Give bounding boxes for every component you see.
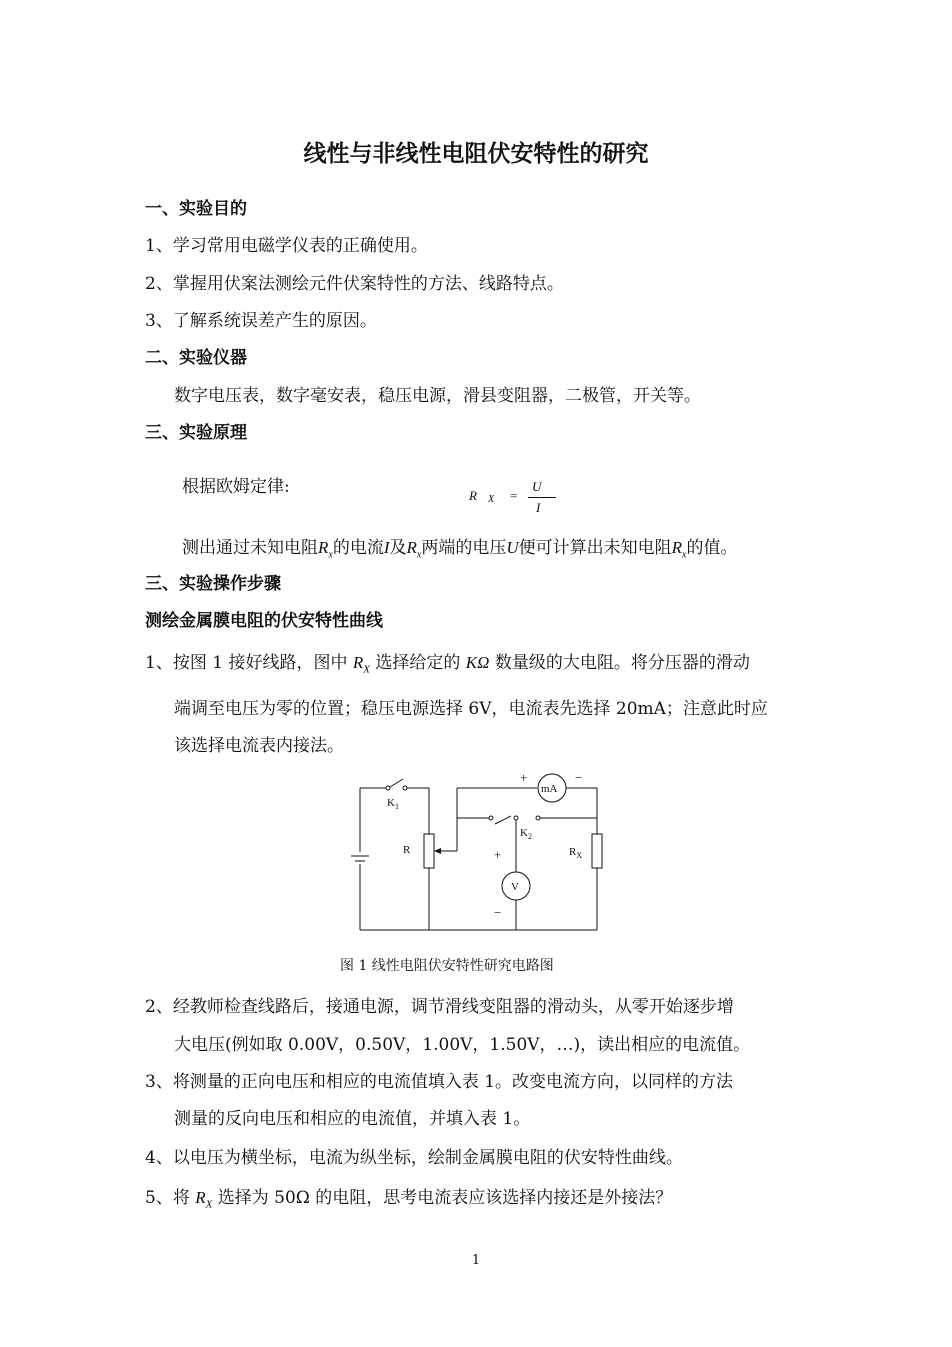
ohm-formula: [466, 476, 566, 520]
step-2-line-1: 2、经教师检查线路后，接通电源，调节滑线变阻器的滑动头，从零开始逐步增: [145, 997, 734, 1017]
step-4: 4、以电压为横坐标，电流为纵坐标，绘制金属膜电阻的伏安特性曲线。: [145, 1148, 683, 1168]
slider-arrowhead: [434, 848, 441, 854]
step-2-line-2: 大电压(例如取 0.00V，0.50V，1.00V，1.50V，…)，读出相应的电流值。: [174, 1035, 751, 1055]
step-1-line-2: 端调至电压为零的位置；稳压电源选择 6V，电流表先选择 20mA；注意此时应: [174, 699, 768, 719]
label-k1: $K_1$: [387, 797, 399, 811]
label-ma-plus: +: [520, 770, 528, 785]
principle-measure-text: 测出通过未知电阻$R_x$的电流I及$R_x$两端的电压U便可计算出未知电阻$R_x$的值。: [182, 538, 738, 561]
section-heading-principle: 三、实验原理: [145, 423, 247, 443]
page-number: 1: [471, 1253, 481, 1268]
formula-r: R: [469, 488, 477, 503]
formula-denominator: I: [536, 500, 541, 515]
purpose-item: 2、掌握用伏案法测绘元件伏案特性的方法、线路特点。: [145, 274, 564, 294]
purpose-item: 3、了解系统误差产生的原因。: [145, 311, 377, 331]
rheostat-r: [424, 834, 434, 868]
resistor-rx: [592, 834, 602, 868]
instruments-text: 数字电压表，数字毫安表，稳压电源，滑县变阻器，二极管，开关等。: [174, 386, 701, 406]
step-5: 5、将 $R_X$ 选择为 50Ω 的电阻，思考电流表应该选择内接还是外接法？: [145, 1188, 673, 1211]
section-heading-purpose: 一、实验目的: [145, 199, 247, 219]
switch-k2-blade: [495, 816, 511, 824]
step-3-line-2: 测量的反向电压和相应的电流值，并填入表 1。: [174, 1109, 531, 1129]
step-1-line-3: 该选择电流表内接法。: [174, 736, 344, 756]
figure-caption: 图 1 线性电阻伏安特性研究电路图: [340, 958, 554, 974]
formula-numerator: U: [532, 479, 542, 494]
label-v: V: [511, 881, 519, 893]
label-k2: $K_2$: [520, 827, 532, 841]
label-rx: $R_X$: [569, 846, 583, 860]
formula-equals: =: [510, 488, 518, 503]
label-ma-minus: −: [575, 770, 583, 785]
ohm-law-label: 根据欧姆定律:: [182, 477, 290, 497]
label-v-minus: −: [494, 905, 502, 920]
page-title: 线性与非线性电阻伏安特性的研究: [303, 141, 649, 167]
step-1-line-1: 1、按图 1 接好线路，图中 $R_X$ 选择给定的 KΩ 数量级的大电阻。将分压器的滑动: [145, 653, 750, 676]
label-ma: mA: [541, 783, 558, 795]
step-3-line-1: 3、将测量的正向电压和相应的电流值填入表 1。改变电流方向，以同样的方法: [145, 1072, 734, 1092]
section-heading-instruments: 二、实验仪器: [145, 348, 247, 368]
formula-r-sub: X: [488, 494, 495, 505]
fraction-bar: [528, 497, 556, 498]
purpose-item: 1、学习常用电磁学仪表的正确使用。: [145, 236, 428, 256]
circuit-diagram: [345, 768, 615, 938]
section-heading-steps: 三、实验操作步骤: [145, 574, 281, 594]
subsection-heading: 测绘金属膜电阻的伏安特性曲线: [145, 611, 383, 631]
label-r: R: [403, 844, 411, 856]
switch-k1-blade: [390, 779, 403, 787]
label-v-plus: +: [494, 847, 502, 862]
